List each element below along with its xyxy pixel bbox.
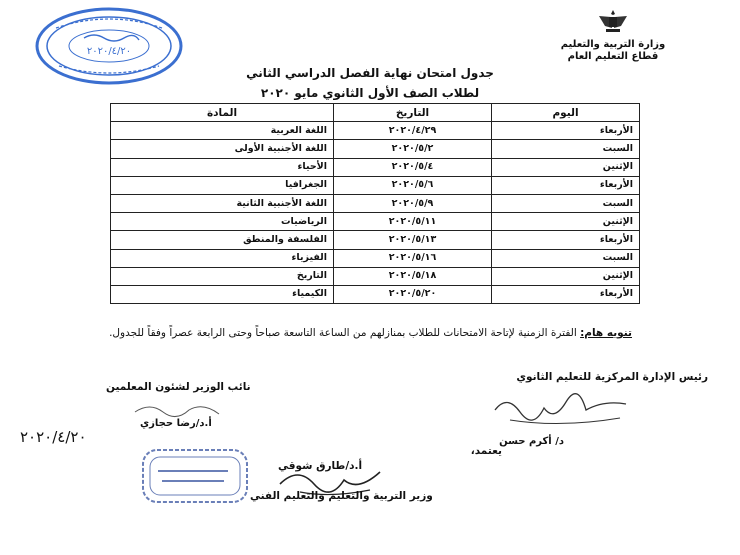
left-signatory-title: نائب الوزير لشئون المعلمين <box>106 381 251 393</box>
header-day: اليوم <box>492 104 640 122</box>
cell-subject: الفيزياء <box>111 249 334 267</box>
page-title: جدول امتحان نهاية الفصل الدراسي الثاني <box>246 66 494 80</box>
cell-subject: الأحياء <box>111 158 334 176</box>
cell-subject: الكيمياء <box>111 285 334 303</box>
left-signature-icon <box>130 398 240 420</box>
note-label: تنويه هام: <box>580 327 632 339</box>
cell-date: ٢٠٢٠/٥/٦ <box>334 176 492 194</box>
important-note <box>40 322 632 344</box>
cell-day: السبت <box>492 249 640 267</box>
table-row <box>111 176 640 194</box>
cell-date: ٢٠٢٠/٥/٢٠ <box>334 285 492 303</box>
cell-date: ٢٠٢٠/٥/١٦ <box>334 249 492 267</box>
handwritten-date: ٢٠٢٠/٤/٢٠ <box>20 428 87 446</box>
cell-subject: الرياضيات <box>111 213 334 231</box>
minister-title: وزير التربية والتعليم والتعليم الفني <box>250 490 433 502</box>
table-row <box>111 231 640 249</box>
cell-day: السبت <box>492 194 640 212</box>
cell-date: ٢٠٢٠/٥/١٨ <box>334 267 492 285</box>
note-text: الفترة الزمنية لإتاحة الامتحانات للطلاب بمنازلهم من الساعة التاسعة صباحاً وحتى الرابعة عصراً وفقاً للجدول. <box>109 327 577 339</box>
cell-day: الأربعاء <box>492 285 640 303</box>
ministry-line2: قطاع التعليم العام <box>567 51 659 62</box>
table-row <box>111 267 640 285</box>
cell-date: ٢٠٢٠/٥/٤ <box>334 158 492 176</box>
ministry-header <box>538 8 688 63</box>
table-row <box>111 213 640 231</box>
cell-date: ٢٠٢٠/٥/١١ <box>334 213 492 231</box>
cell-day: الأربعاء <box>492 231 640 249</box>
exam-schedule-table <box>110 103 640 304</box>
header-subject: المادة <box>111 104 334 122</box>
table-row <box>111 249 640 267</box>
cell-date: ٢٠٢٠/٥/٩ <box>334 194 492 212</box>
cell-subject: اللغة الأجنبية الثانية <box>111 194 334 212</box>
table-row <box>111 285 640 303</box>
cell-day: الأربعاء <box>492 122 640 140</box>
seal-date: ٢٠٢٠/٤/٢٠ <box>86 46 132 57</box>
cell-day: الأربعاء <box>492 176 640 194</box>
cell-subject: الجغرافيا <box>111 176 334 194</box>
cell-subject: اللغة الأجنبية الأولى <box>111 140 334 158</box>
ministry-line1: وزارة التربية والتعليم <box>560 39 666 50</box>
cell-date: ٢٠٢٠/٥/١٣ <box>334 231 492 249</box>
left-signatory-name: أ.د/رضا حجازي <box>140 418 212 429</box>
table-row <box>111 140 640 158</box>
minister-name: أ.د/طارق شوقي <box>278 460 363 472</box>
table-row <box>111 158 640 176</box>
cell-subject: اللغة العربية <box>111 122 334 140</box>
cell-subject: الفلسفة والمنطق <box>111 231 334 249</box>
cell-date: ٢٠٢٠/٥/٢ <box>334 140 492 158</box>
eagle-emblem-icon <box>596 8 630 34</box>
cell-day: الإثنين <box>492 158 640 176</box>
right-signatory-name: د/ أكرم حسن <box>499 436 564 447</box>
minister-stamp-icon <box>140 447 250 505</box>
approved-label: يعتمد، <box>470 445 502 457</box>
cell-day: السبت <box>492 140 640 158</box>
cell-date: ٢٠٢٠/٤/٢٩ <box>334 122 492 140</box>
cell-day: الإثنين <box>492 213 640 231</box>
cell-subject: التاريخ <box>111 267 334 285</box>
cell-day: الإثنين <box>492 267 640 285</box>
table-row <box>111 122 640 140</box>
right-signatory-title: رئيس الإدارة المركزية للتعليم الثانوي <box>516 371 708 383</box>
table-row <box>111 194 640 212</box>
table-header-row <box>111 104 640 122</box>
right-signature-icon <box>490 390 640 430</box>
page-subtitle: لطلاب الصف الأول الثانوي مايو ٢٠٢٠ <box>260 86 480 100</box>
header-date: التاريخ <box>334 104 492 122</box>
